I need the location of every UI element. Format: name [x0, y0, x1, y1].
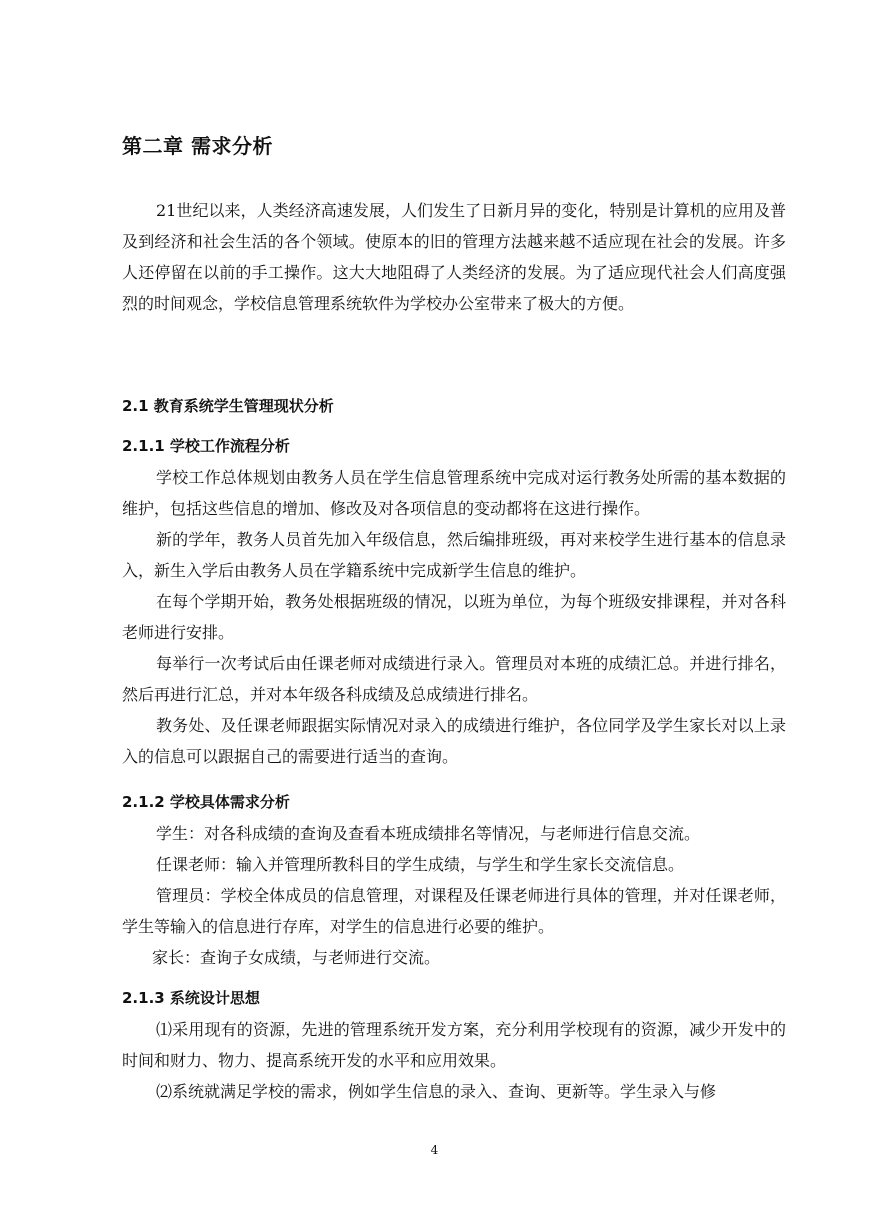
chapter-title: 第二章 需求分析 — [122, 134, 273, 158]
section-2-1-2-content — [122, 818, 786, 973]
paragraph: 任课老师：输入并管理所教科目的学生成绩，与学生和学生家长交流信息。 — [156, 855, 685, 874]
paragraph: 学校工作总体规划由教务人员在学生信息管理系统中完成对运行教务处所需的基本数据的维护，包括这些信息的增加、修改及对各项信息的变动都将在这进行操作。 — [122, 468, 786, 518]
section-2-1-3-content — [122, 1014, 786, 1107]
intro-block — [122, 195, 786, 319]
section-heading-2-1-3: 2.1.3 系统设计思想 — [122, 989, 260, 1007]
paragraph: 家长：查询子女成绩，与老师进行交流。 — [152, 948, 441, 967]
page-number: 4 — [430, 1143, 439, 1157]
paragraph: 学生：对各科成绩的查询及查看本班成绩排名等情况，与老师进行信息交流。 — [156, 824, 701, 843]
paragraph: 管理员：学校全体成员的信息管理，对课程及任课老师进行具体的管理，并对任课老师，学生等输入的信息进行存库，对学生的信息进行必要的维护。 — [122, 886, 786, 936]
paragraph: 新的学年，教务人员首先加入年级信息，然后编排班级，再对来校学生进行基本的信息录入，新生入学后由教务人员在学籍系统中完成新学生信息的维护。 — [122, 530, 786, 580]
paragraph: 每举行一次考试后由任课老师对成绩进行录入。管理员对本班的成绩汇总。并进行排名，然后再进行汇总，并对本年级各科成绩及总成绩进行排名。 — [122, 654, 786, 704]
paragraph: ⑵系统就满足学校的需求，例如学生信息的录入、查询、更新等。学生录入与修 — [156, 1082, 717, 1101]
paragraph: ⑴采用现有的资源，先进的管理系统开发方案，充分利用学校现有的资源，减少开发中的时间和财力、物力、提高系统开发的水平和应用效果。 — [122, 1020, 786, 1070]
paragraph: 在每个学期开始，教务处根据班级的情况，以班为单位，为每个班级安排课程，并对各科老师进行安排。 — [122, 592, 786, 642]
section-2-1-1-content — [122, 462, 786, 772]
section-heading-2-1: 2.1 教育系统学生管理现状分析 — [122, 397, 334, 415]
paragraph: 教务处、及任课老师跟据实际情况对录入的成绩进行维护，各位同学及学生家长对以上录入的信息可以跟据自己的需要进行适当的查询。 — [122, 716, 786, 766]
section-heading-2-1-1: 2.1.1 学校工作流程分析 — [122, 437, 290, 455]
intro-paragraph: 21世纪以来，人类经济高速发展，人们发生了日新月异的变化，特别是计算机的应用及普及到经济和社会生活的各个领域。使原本的旧的管理方法越来越不适应现在社会的发展。许多人还停留在以前的手工操作。这大大地阻碍了人类经济的发展。为了适应现代社会人们高度强烈的时间观念，学校信息管理系统软件为学校办公室带来了极大的方便。 — [122, 201, 786, 313]
section-heading-2-1-2: 2.1.2 学校具体需求分析 — [122, 793, 290, 811]
